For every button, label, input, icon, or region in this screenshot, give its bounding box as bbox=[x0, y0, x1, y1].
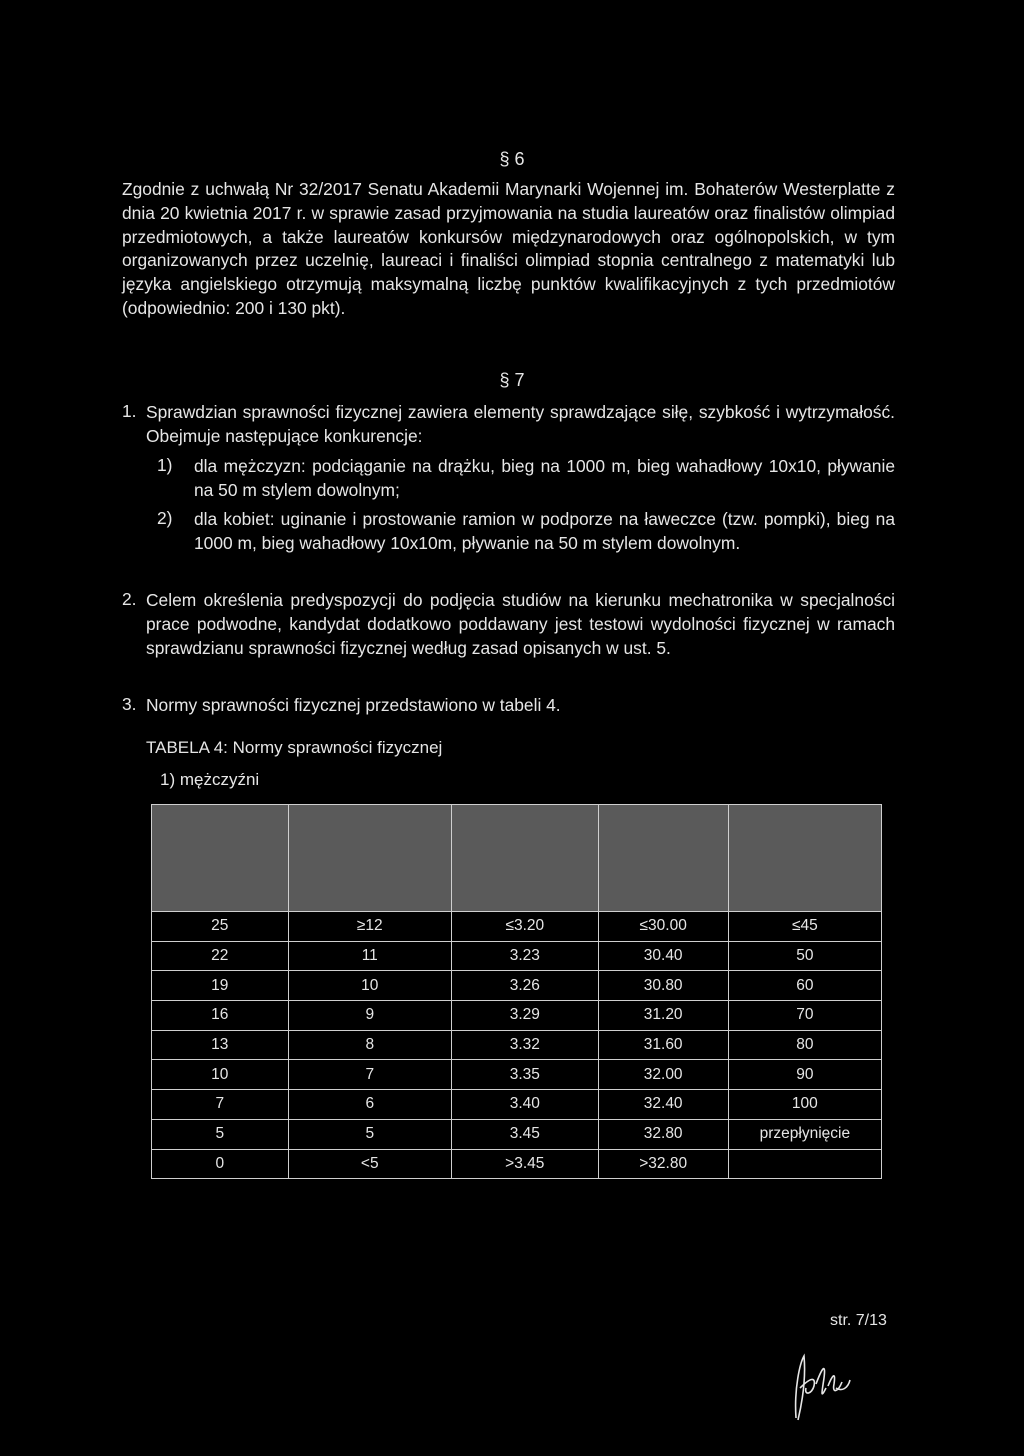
header-cell bbox=[288, 805, 451, 912]
item-1-number: 1) bbox=[157, 455, 173, 475]
table-cell: 13 bbox=[152, 1030, 289, 1060]
table-row bbox=[152, 1001, 882, 1031]
table-row bbox=[152, 971, 882, 1001]
item-1: dla mężczyzn: podciąganie na drążku, bieg na 1000 m, bieg wahadłowy 10x10, pływanie na 50 m stylem dowolnym; bbox=[194, 456, 895, 500]
item-2: dla kobiet: uginanie i prostowanie ramion w podporze na ławeczce (tzw. pompki), bieg na 1000 m, bieg wahadłowy 10x10m, pływanie na 50 m stylem dowolnym. bbox=[194, 509, 895, 553]
table-cell: 3.26 bbox=[451, 971, 598, 1001]
table-cell: 25 bbox=[152, 912, 289, 942]
table-cell: 32.80 bbox=[598, 1119, 728, 1149]
table-cell: 31.60 bbox=[598, 1030, 728, 1060]
header-cell bbox=[728, 805, 881, 912]
section-6-body: Zgodnie z uchwałą Nr 32/2017 Senatu Akademii Marynarki Wojennej im. Bohaterów Westerplatte z dnia 20 kwietnia 2017 r. w sprawie zasad przyjmowania na studia laureatów oraz finalistów olimpiad przedmiotowych, a także laureatów konkursów międzynarodowych oraz ogólnopolskich, w tym organizowanych przez uczelnię, laureaci i finaliści olimpiad stopnia centralnego z matematyki lub języka angielskiego otrzymują maksymalną liczbę punktów kwalifikacyjnych z tych przedmiotów (odpowiednio: 200 i 130 pkt). bbox=[122, 179, 895, 318]
table-header-row bbox=[152, 805, 882, 912]
paragraph-2-number: 2. bbox=[122, 589, 137, 609]
table-cell: 3.23 bbox=[451, 941, 598, 971]
table-cell: ≥12 bbox=[288, 912, 451, 942]
table-cell: 11 bbox=[288, 941, 451, 971]
table-cell: 5 bbox=[152, 1119, 289, 1149]
table-cell: 5 bbox=[288, 1119, 451, 1149]
table-cell: 60 bbox=[728, 971, 881, 1001]
table-cell: 6 bbox=[288, 1090, 451, 1120]
table-row bbox=[152, 912, 882, 942]
table-cell: 3.29 bbox=[451, 1001, 598, 1031]
paragraph-3: Normy sprawności fizycznej przedstawiono w tabeli 4. bbox=[146, 695, 561, 715]
paragraph-3-number: 3. bbox=[122, 694, 137, 714]
table-cell: 10 bbox=[152, 1060, 289, 1090]
table-cell: >32.80 bbox=[598, 1149, 728, 1179]
table-cell: ≤30.00 bbox=[598, 912, 728, 942]
table-cell: 50 bbox=[728, 941, 881, 971]
table-row bbox=[152, 1030, 882, 1060]
table-cell: 70 bbox=[728, 1001, 881, 1031]
table-cell: ≤45 bbox=[728, 912, 881, 942]
table-row bbox=[152, 1060, 882, 1090]
table-caption: TABELA 4: Normy sprawności fizycznej bbox=[146, 738, 443, 757]
page-number: str. 7/13 bbox=[830, 1312, 887, 1329]
paragraph-2: Celem określenia predyspozycji do podjęcia studiów na kierunku mechatronika w specjalności prace podwodne, kandydat dodatkowo poddawany jest testowi wydolności fizycznej w ramach sprawdzianu sprawności fizycznej według zasad opisanych w ust. 5. bbox=[146, 590, 895, 658]
table-cell: 32.40 bbox=[598, 1090, 728, 1120]
table-cell: 9 bbox=[288, 1001, 451, 1031]
table-cell: 30.40 bbox=[598, 941, 728, 971]
paragraph-1-number: 1. bbox=[122, 401, 137, 421]
header-cell bbox=[598, 805, 728, 912]
table-cell: 7 bbox=[152, 1090, 289, 1120]
table-cell: 3.45 bbox=[451, 1119, 598, 1149]
table-subcaption: 1) mężczyźni bbox=[160, 770, 260, 789]
signature-icon bbox=[786, 1348, 856, 1428]
table-cell: 90 bbox=[728, 1060, 881, 1090]
table-cell: 3.35 bbox=[451, 1060, 598, 1090]
table-cell: 30.80 bbox=[598, 971, 728, 1001]
table-cell: ≤3.20 bbox=[451, 912, 598, 942]
table-cell: 19 bbox=[152, 971, 289, 1001]
table-cell: 32.00 bbox=[598, 1060, 728, 1090]
table-row bbox=[152, 1119, 882, 1149]
table-cell: 8 bbox=[288, 1030, 451, 1060]
table-cell: 100 bbox=[728, 1090, 881, 1120]
table-cell: 7 bbox=[288, 1060, 451, 1090]
table-cell: 3.40 bbox=[451, 1090, 598, 1120]
fitness-norms-table bbox=[151, 804, 882, 1179]
header-cell bbox=[152, 805, 289, 912]
table-cell: 16 bbox=[152, 1001, 289, 1031]
table-cell: 3.32 bbox=[451, 1030, 598, 1060]
table-row bbox=[152, 941, 882, 971]
table-cell: >3.45 bbox=[451, 1149, 598, 1179]
table-cell: 31.20 bbox=[598, 1001, 728, 1031]
table-cell: przepłynięcie bbox=[728, 1119, 881, 1149]
table-cell: 0 bbox=[152, 1149, 289, 1179]
table-cell: 22 bbox=[152, 941, 289, 971]
header-cell bbox=[451, 805, 598, 912]
table-cell: 80 bbox=[728, 1030, 881, 1060]
section-6-heading: § 6 bbox=[499, 149, 525, 169]
item-2-number: 2) bbox=[157, 508, 173, 528]
table-row bbox=[152, 1149, 882, 1179]
table-cell: <5 bbox=[288, 1149, 451, 1179]
paragraph-1: Sprawdzian sprawności fizycznej zawiera elementy sprawdzające siłę, szybkość i wytrzymałość. Obejmuje następujące konkurencje: bbox=[146, 402, 895, 446]
table-row bbox=[152, 1090, 882, 1120]
section-7-heading: § 7 bbox=[499, 370, 525, 390]
table-cell: 10 bbox=[288, 971, 451, 1001]
table-cell bbox=[728, 1149, 881, 1179]
